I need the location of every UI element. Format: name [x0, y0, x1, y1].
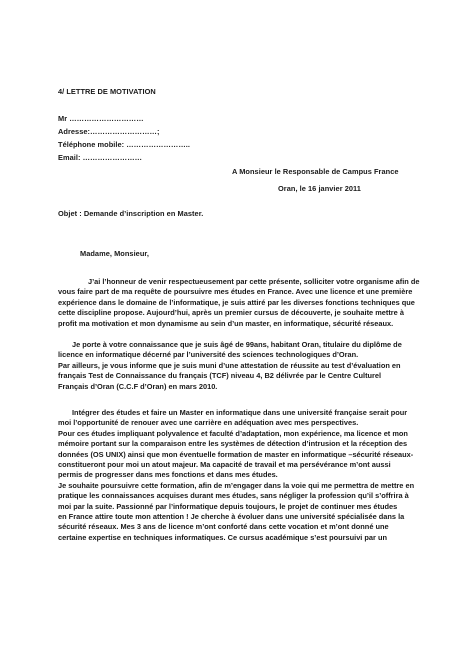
salutation: Madame, Monsieur, [80, 249, 150, 258]
paragraph-motivation [58, 408, 430, 543]
paragraph-line: pratique les connaissances acquises durant mes études, sans négliger la profession qu’il s’offrira à [58, 491, 409, 501]
paragraph-line: Français d’Oran (C.C.F d’Oran) en mars 2010. [58, 381, 218, 391]
paragraph-line: sécurité réseaux. Mes 3 ans de licence m’ont conforté dans cette vocation et m’ont donné une [58, 522, 389, 532]
paragraph-line: données (OS UNIX) ainsi que mon éventuelle formation de master en informatique –sécurité réseaux- [58, 449, 414, 459]
paragraph-line: licence en informatique décerné par l’université des sciences technologiques d’Oran. [58, 350, 359, 360]
paragraph-line: Je porte à votre connaissance que je suis âgé de 99ans, habitant Oran, titulaire du diplôme de [72, 340, 402, 349]
paragraph-line: en France attire toute mon attention ! Je cherche à évoluer dans une université spécialisée dans la [58, 512, 405, 522]
sender-name: Mr ………………………… [58, 114, 144, 123]
paragraph-line: moi par la suite. Passionné par l’informatique depuis toujours, le projet de continuer mes études [58, 501, 398, 511]
paragraph-line: cette discipline propose. Aujourd’hui, après un premier cursus de découverte, je souhaite mettre à [58, 308, 404, 318]
paragraph-line: certaine expertise en techniques informatiques. Ce cursus académique s’est poursuivi par un [58, 532, 387, 542]
paragraph-line: vous faire part de ma requête de poursuivre mes études en France. Avec une licence et une première [58, 287, 413, 297]
paragraph-line: J’ai l’honneur de venir respectueusement par cette présente, solliciter votre organisme afin de [88, 277, 420, 286]
sender-address: Adresse:………………………; [58, 127, 160, 136]
recipient: A Monsieur le Responsable de Campus France [232, 167, 399, 176]
paragraph-line: moi l’opportunité de renouer avec une carrière en adéquation avec mes perspectives. [58, 418, 359, 428]
paragraph-line: profit ma motivation et mon dynamisme au sein d’un master, en informatique, sécurité réseaux. [58, 318, 394, 328]
paragraph-line: Par ailleurs, je vous informe que je suis muni d’une attestation de réussite au test d’évaluation en [58, 360, 401, 370]
paragraph-line: Intégrer des études et faire un Master en informatique dans une université française serait pour [72, 408, 408, 417]
place-date: Oran, le 16 janvier 2011 [278, 184, 361, 193]
paragraph-line: expérience dans le domaine de l’informatique, je suis attiré par les diverses fonctions techniques que [58, 297, 415, 307]
paragraph-intro [58, 277, 430, 329]
paragraph-line: Je souhaite poursuivre cette formation, afin de m’engager dans la voie qui me permettra de mettre en [58, 480, 415, 490]
paragraph-line: Pour ces études impliquant polyvalence et faculté d’adaptation, mon expérience, ma licence et mon [58, 428, 408, 438]
letter-heading: 4/ LETTRE DE MOTIVATION [58, 87, 156, 96]
paragraph-line: permis de progresser dans mes fonctions et dans mes études. [58, 470, 278, 480]
paragraph-line: constitueront pour moi un atout majeur. Ma capacité de travail et ma persévérance m’ont aussi [58, 460, 391, 470]
subject-line: Objet : Demande d’inscription en Master. [58, 209, 204, 218]
sender-email: Email: …………………… [58, 153, 143, 162]
paragraph-line: français Test de Connaissance du français (TCF) niveau 4, B2 délivrée par le Centre Culturel [58, 371, 382, 381]
sender-phone: Téléphone mobile: …………………….. [58, 140, 190, 149]
paragraph-line: mémoire portant sur la comparaison entre les systèmes de détection d’intrusion et la réception des [58, 439, 408, 449]
paragraph-qualifications [58, 340, 430, 392]
